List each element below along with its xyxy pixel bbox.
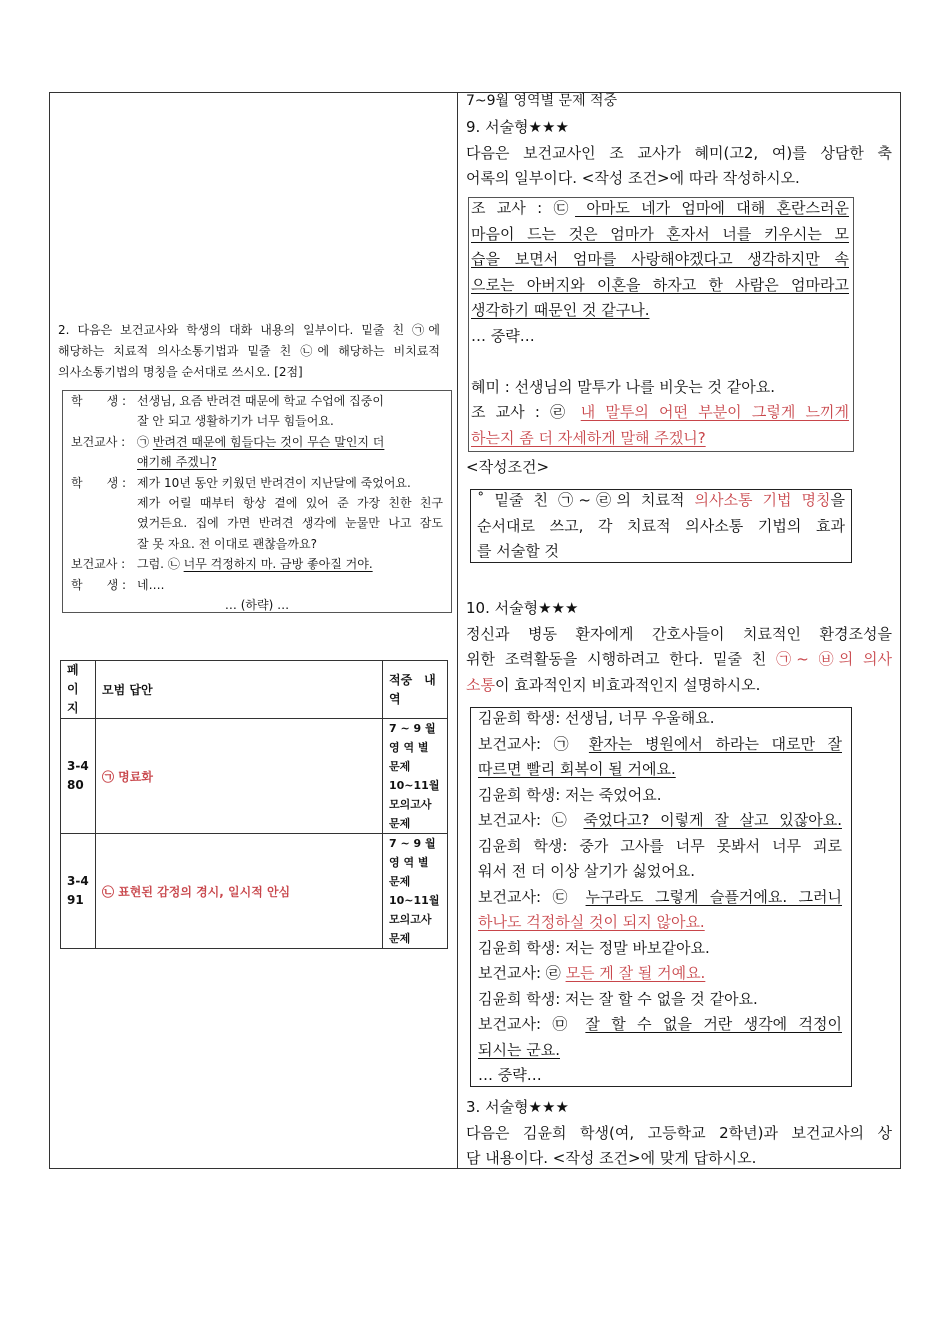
row-hit: 7 ~ 9 월 영 역 별 문제 10~11월 모의고사 문제 [383,834,448,949]
text-line [466,647,892,673]
underlined-text: 반려견 때문에 힘들다는 것이 무슨 말인지 더 [152,434,385,449]
dialog-line [71,432,443,452]
dialog-line [71,595,443,615]
text-line [471,349,849,375]
text: 이 효과적인지 비효과적인지 설명하시오. [494,675,761,694]
text: 김윤희 학생: 저는 죽었어요. [478,785,662,804]
section-header: 7~9월 영역별 문제 적중 [466,93,618,109]
text: 어록의 일부이다. <작성 조건>에 따라 작성하시오. [466,169,800,187]
dialog-line [71,554,443,574]
conditions-box [470,489,852,563]
speaker-label [71,534,137,554]
table-row [61,834,448,949]
dialog-line [71,473,443,493]
highlighted-text: 소통 [466,675,495,694]
underlined-text: 하는지 좀 더 자세하게 말해 주겠니? [471,428,706,447]
text-line [478,1012,842,1038]
text: 잘 안 되고 생활하기가 너무 힘들어요. [137,414,334,429]
dialog-line [71,391,443,411]
text-line [471,400,849,426]
text-line [466,1095,892,1121]
speaker-label [71,493,137,513]
underlined-text: 아마도 네가 엄마에 대해 혼란스러운 [575,199,849,217]
text: 혜미 : 선생님의 말투가 나를 비웃는 것 같아요. [471,377,776,396]
question-9-prompt [466,115,892,192]
text: 9. 서술형★★★ [466,118,569,136]
text-line [466,1146,892,1172]
text-line [477,514,845,540]
text: 10. 서술형★★★ [466,599,579,617]
text: 다음은 김윤희 학생(여, 고등학교 2학년)과 보건교사의 상 [466,1123,892,1142]
text-line [478,783,842,809]
dialog-text [137,493,443,513]
dialog-line [71,513,443,533]
text: 담 내용이다. <작성 조건>에 맞게 답하시오. [466,1149,757,1167]
text: … 중략… [471,326,535,345]
text-line [478,757,842,783]
text-line [478,1038,842,1064]
text: 워서 전 더 이상 살기가 싫었어요. [478,862,695,880]
text-line [478,706,842,732]
text-line [466,1121,892,1147]
header-page: 페 이 지 [61,661,96,719]
text: 조 교사 : ㉢ [471,199,576,217]
text-line [466,622,892,648]
dialog-lines [478,706,842,1089]
speaker-label: 학 생 : [71,577,127,592]
dialog-line [71,575,443,595]
text: 보건교사: ㉢ [478,887,586,906]
text-line [478,808,842,834]
text: 김윤희 학생: 중가 고사를 너무 못봐서 너무 괴로 [478,836,842,855]
underlined-text: 너무 걱정하지 마. 금방 좋아질 거야. [183,557,373,572]
dialog-text [137,513,443,533]
question-3-prompt [466,1095,892,1172]
speaker-label: 보건교사 : [71,434,126,449]
text-line [478,936,842,962]
underlined-text: 되시는 군요. [478,1040,560,1059]
underlined-text: 하나도 걱정하실 것이 되지 않아요. [478,913,705,931]
text: 을 [830,491,845,509]
highlighted-text: 의사소통 기법 명칭 [694,491,831,509]
text-line [58,320,440,341]
conditions-label: <작성조건> [466,458,550,476]
text: 네…. [137,577,165,592]
text: 선생님, 요즘 반려견 때문에 학교 수업에 집중이 [137,394,384,408]
text-line [471,375,849,401]
text-line [471,247,849,273]
underlined-text: 습을 보면서 엄마를 사랑해야겠다고 생각하지만 속 [471,250,849,268]
underlined-text: 얘기해 주겠니? [137,455,217,470]
text: 보건교사: ㉠ [478,734,589,753]
text: 3. 서술형★★★ [466,1098,569,1116]
text-line [478,961,842,987]
text-line [478,732,842,758]
text-line [471,273,849,299]
speaker-label: 학 생 : [71,394,127,408]
text: 보건교사: ㉤ [478,1015,586,1033]
text: 순서대로 쓰고, 각 치료적 의사소통 기법의 효과 [477,516,845,535]
text: … 중략… [478,1066,542,1084]
text: 조 교사 : ㉣ [471,403,581,421]
answer-table [60,660,448,949]
row-answer: ㉡ 표현된 감정의 경시, 일시적 안심 [96,834,383,949]
row-page: 3-4 91 [61,834,96,949]
text: 잘 못 자요. 전 이대로 괜찮을까요? [137,536,317,551]
dialog-box-q10 [470,707,852,1087]
highlighted-text: ㉠~ ㉥의 의사 [776,650,892,668]
speaker-label: 보건교사 : [71,557,126,572]
text: 위한 조력활동을 시행하려고 한다. 밑줄 친 [466,650,777,668]
text: ˚ 밑줄 친 ㉠~㉣의 치료적 [477,491,695,509]
row-answer: ㉠ 명료화 [96,719,383,834]
speaker-label [71,513,137,533]
header-hit-record: 적중 내 역 [383,661,448,719]
text-line [478,910,842,936]
text: 김윤희 학생: 저는 정말 바보같아요. [478,938,710,957]
text-line [477,488,845,514]
text: 김윤희 학생: 선생님, 너무 우울해요. [478,709,715,727]
dialog-lines [471,196,849,451]
dialog-line [71,534,443,554]
table-header-row [61,661,448,719]
text-line [478,1063,842,1089]
underlined-text: 마음이 드는 것은 엄마가 혼자서 너를 키우시는 모 [471,224,849,243]
text: 정신과 병동 환자에게 간호사들이 치료적인 환경조성을 [466,624,892,643]
text: 제가 10년 동안 키웠던 반려견이 지난달에 죽었어요. [137,475,411,490]
text: 보건교사: ㉣ [478,964,566,982]
text-line [478,859,842,885]
text: 2. 다음은 보건교사와 학생의 대화 내용의 일부이다. 밑줄 친 ㉠에 [58,323,440,337]
dialog-line [71,411,443,431]
underlined-text: 내 말투의 어떤 부분이 그렇게 느끼게 [580,403,849,421]
speaker-label [71,452,137,472]
dialog-line [71,452,443,472]
dialog-text [137,473,443,493]
dialog-text [137,391,443,411]
dialog-line [71,493,443,513]
underlined-text: 생각하기 때문인 것 같구나. [471,301,650,319]
question-10-prompt [466,596,892,698]
text: … (하략) … [224,598,290,613]
dialog-box-q9 [468,197,854,452]
text-line [58,341,440,362]
text: 다음은 보건교사인 조 교사가 혜미(고2, 여)를 상담한 축 [466,143,892,162]
text-line [58,362,440,383]
text-line [477,539,845,565]
text: 였거든요. 집에 가면 반려견 생각에 눈물만 나고 잠도 [137,516,443,531]
table-row [61,719,448,834]
text: 그럼. ㉡ [137,557,184,572]
dialog-text [137,452,443,472]
text: 제가 어릴 때부터 항상 곁에 있어 준 가장 친한 친구 [137,496,443,511]
text-line [466,115,892,141]
text-line [466,596,892,622]
underlined-text: 으로는 아버지와 이혼을 하자고 한 사람은 엄마라고 [471,275,849,294]
row-page: 3-4 80 [61,719,96,834]
underlined-text: 환자는 병원에서 하라는 대로만 잘 [588,734,842,753]
text-line [466,166,892,192]
text: ㉠ [137,434,153,449]
text-line [471,196,849,222]
text-line [478,885,842,911]
row-hit: 7 ~ 9 월 영 역 별 문제 10~11월 모의고사 문제 [383,719,448,834]
dialog-text [137,534,443,554]
column-divider [457,92,458,1168]
text-line [471,222,849,248]
text: 보건교사: ㉡ [478,811,584,829]
header-model-answer: 모범 답안 [96,661,383,719]
text: 김윤희 학생: 저는 잘 할 수 없을 것 같아요. [478,989,758,1008]
text-line [466,141,892,167]
speaker-label [71,411,137,431]
conditions-lines [477,488,845,565]
dialog-text [137,411,443,431]
dialog-text [137,432,443,452]
question-2-prompt [58,320,440,383]
underlined-text: 누구라도 그렇게 슬플거에요. 그러니 [585,887,842,906]
text-line [478,834,842,860]
underlined-text: 모든 게 잘 될 거예요. [565,964,706,982]
text: 의사소통기법의 명칭을 순서대로 쓰시오. [2점] [58,365,303,379]
text: 를 서술할 것 [477,542,559,560]
underlined-text: 따르면 빨리 회복이 될 거에요. [478,760,676,778]
text-line [478,987,842,1013]
text: 해당하는 치료적 의사소통기법과 밑줄 친 ㉡에 해당하는 비치료적 [58,344,440,358]
underlined-text: 잘 할 수 없을 거란 생각에 걱정이 [585,1015,842,1033]
text-line [471,426,849,452]
speaker-label: 학 생 : [71,475,127,490]
dialog-text [137,575,443,595]
text-line [471,298,849,324]
underlined-text: 죽었다고? 이렇게 잘 살고 있잖아요. [583,811,842,829]
text-line [471,324,849,350]
dialog-text [137,554,443,574]
text-line [466,673,892,699]
dialog-box-q2 [62,390,452,613]
